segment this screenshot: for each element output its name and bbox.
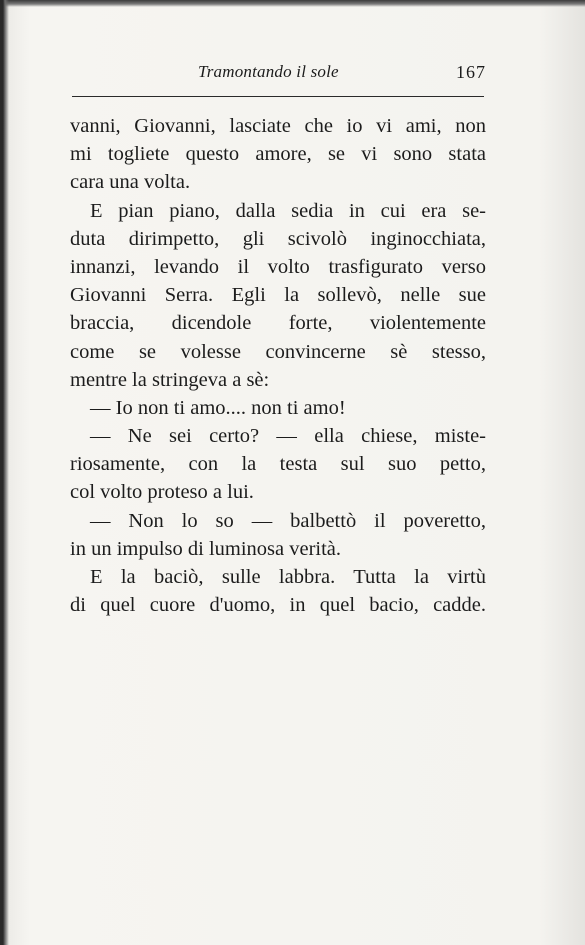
text-line: duta dirimpetto, gli scivolò inginocchiata, (70, 227, 486, 250)
running-title: Tramontando il sole (198, 62, 339, 81)
text-line: come se volesse convincerne sè stesso, (70, 340, 486, 363)
text-line: — Io non ti amo.... non ti amo! (90, 396, 346, 419)
text-line: Giovanni Serra. Egli la sollevò, nelle sue (70, 284, 486, 307)
text-line: in un impulso di luminosa verità. (70, 537, 342, 560)
text-line: innanzi, levando il volto trasfigurato verso (70, 255, 486, 278)
page-header (72, 62, 486, 86)
text-line: mi togliete questo amore, se vi sono stata (70, 143, 486, 166)
text-line: mentre la stringeva a sè: (70, 368, 270, 391)
text-line: di quel cuore d'uomo, in quel bacio, cadde. (70, 594, 486, 617)
header-rule (72, 96, 484, 97)
page-binding-edge (0, 0, 9, 945)
text-line: braccia, dicendole forte, violentemente (70, 312, 486, 335)
text-line: — Non lo so — balbettò il poveretto, (90, 509, 486, 532)
text-line: vanni, Giovanni, lasciate che io vi ami, non (70, 115, 486, 137)
page-top-edge (0, 0, 585, 7)
text-line: cara una volta. (70, 171, 191, 194)
text-line: E la baciò, sulle labbra. Tutta la virtù (90, 566, 486, 588)
text-line: riosamente, con la testa sul suo petto, (70, 453, 486, 476)
text-line: col volto proteso a lui. (70, 481, 254, 504)
page-number: 167 (456, 62, 486, 82)
text-line: — Ne sei certo? — ella chiese, miste- (90, 425, 486, 448)
text-line: E pian piano, dalla sedia in cui era se- (90, 199, 486, 222)
body-text (70, 112, 486, 619)
